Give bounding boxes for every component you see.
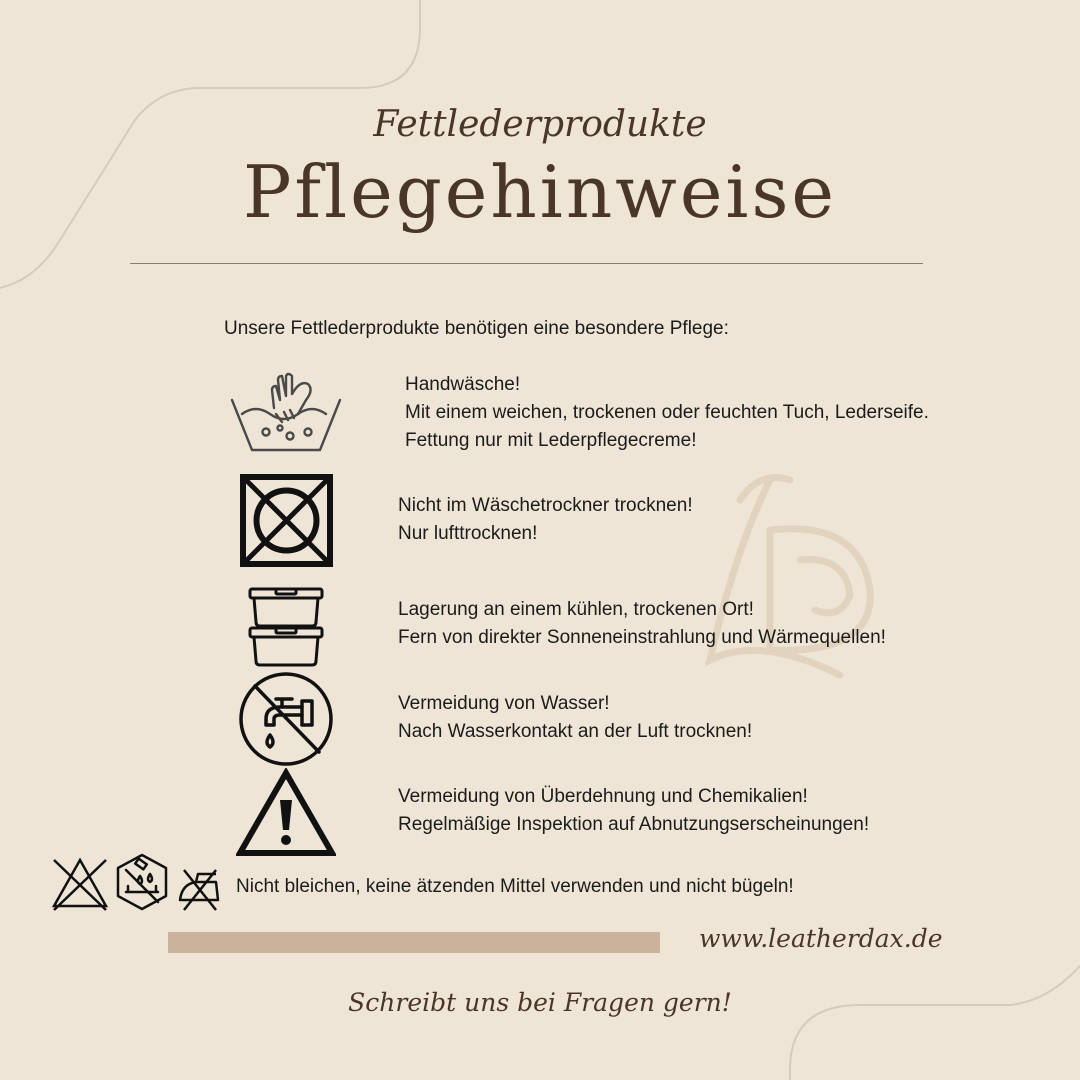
item-line: Regelmäßige Inspektion auf Abnutzungserscheinungen! — [398, 814, 870, 835]
warning-text — [398, 783, 869, 839]
no-iron-icon — [176, 866, 222, 912]
no-corrosive-icon — [114, 852, 170, 912]
item-line: Vermeidung von Überdehnung und Chemikalien! — [398, 786, 808, 807]
no-bleach-icon — [50, 856, 110, 912]
hand-wash-text — [405, 371, 929, 455]
warning-icon — [236, 768, 336, 858]
divider — [130, 263, 923, 264]
item-line: Vermeidung von Wasser! — [398, 693, 610, 714]
hand-wash-icon — [228, 370, 344, 456]
no-tumble-dry-text — [398, 492, 693, 548]
footer-text: Schreibt uns bei Fragen gern! — [348, 988, 732, 1017]
website-link[interactable]: www.leatherdax.de — [699, 924, 943, 953]
page-subtitle: Fettlederprodukte — [373, 104, 707, 145]
bottom-note-text: Nicht bleichen, keine ätzenden Mittel verwenden und nicht bügeln! — [236, 876, 794, 897]
no-water-icon — [238, 671, 334, 767]
accent-bar — [168, 932, 660, 953]
item-line: Lagerung an einem kühlen, trockenen Ort! — [398, 599, 754, 620]
item-line: Handwäsche! — [405, 374, 521, 395]
item-line: Nur lufttrocknen! — [398, 523, 538, 544]
intro-text: Unsere Fettlederprodukte benötigen eine besondere Pflege: — [224, 318, 729, 339]
item-line: Fern von direkter Sonneneinstrahlung und Wärmequellen! — [398, 627, 886, 648]
no-tumble-dry-icon — [240, 474, 333, 567]
item-line: Mit einem weichen, trockenen oder feuchten Tuch, Lederseife. — [405, 402, 929, 423]
page-title: Pflegehinweise — [242, 150, 838, 234]
item-line: Nicht im Wäschetrockner trocknen! — [398, 495, 693, 516]
no-water-text — [398, 690, 752, 746]
item-line: Nach Wasserkontakt an der Luft trocknen! — [398, 721, 753, 742]
item-line: Fettung nur mit Lederpflegecreme! — [405, 430, 697, 451]
storage-text — [398, 596, 886, 652]
storage-container-icon — [246, 586, 326, 668]
